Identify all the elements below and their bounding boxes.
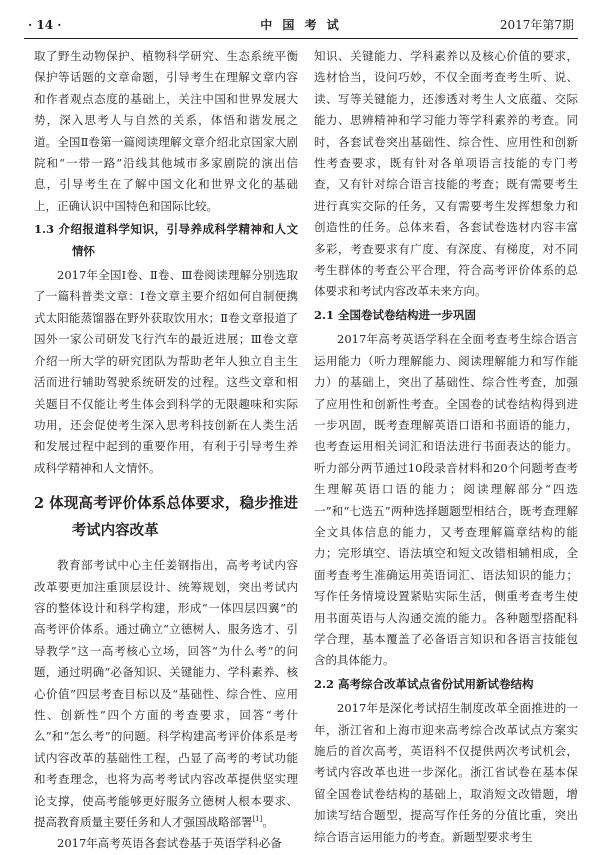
section-heading-2-2: 2.2 高考综合改革试点省份试用新试卷结构 (314, 676, 534, 691)
section-heading-2-1: 2.1 全国卷试卷结构进一步巩固 (314, 307, 477, 322)
paragraph: 2017年全国Ⅰ卷、Ⅱ卷、Ⅲ卷阅读理解分别选取了一篇科普类文章：Ⅰ卷文章主要介绍如何自制便携式太阳能蒸馏器在野外获取饮用水；Ⅱ卷文章报道了国外一家公司研发飞行汽车的最近进展；Ⅲ卷文章介绍一所大学的研究团队为帮助老年人独立自主生活而进行辅助驾驶系统研发的过程。这些文章和相关题目不仅能让考生体会到科学的无限趣味和实际功用，还会促使考生深入思考科技创新在人类生活和发展过程中起到的重要作用，有利于引导考生养成科学精神和人文情怀。 (34, 268, 298, 475)
page-number: · 14 · (28, 18, 62, 32)
paragraph-continued: 取了野生动物保护、植物科学研究、生态系统平衡保护等话题的文章命题，引导考生在理解文章内容和作者观点态度的基础上，关注中国和世界发展大势，深入思考人与自然的关系，体悟和谐发展之道。全国Ⅱ卷第一篇阅读理解文章介绍北京国家大剧院和“一带一路”沿线其他城市多家剧院的演出信息，引导考生在了解中国文化和世界文化的基础上，正确认识中国特色和国际比较。 (34, 49, 298, 213)
right-column (314, 46, 578, 848)
section-heading-1-3: 1.3 介绍报道科学知识，引导养成科学精神和人文情怀 (34, 222, 298, 258)
page-header (24, 16, 578, 39)
left-column (34, 46, 298, 855)
paragraph: 2017年高考英语各套试卷基于英语学科必备 (57, 836, 282, 851)
paragraph-text: 教育部考试中心主任姜钢指出，高考考试内容改革要更加注重顶层设计、统筹规划，突出考试内容的整体设计和科学构建，形成“一体四层四翼”的高考评价体系。通过确立“立德树人、服务选才、引导教学”这一高考核心立场，回答“为什么考”的问题，通过明确“必备知识、关键能力、学科素养、核心价值”四层考查目标以及“基础性、综合性、应用性、创新性”四个方面的考查要求，回答“考什么”和“怎么考”的问题。科学构建高考评价体系是考试内容改革的基础性工程，凸显了高考的考试功能和考查理念，也将为高考考试内容改革提供坚实理论支撑，使高考能够更好服务立德树人根本要求、提高教育质量主要任务和人才强国战略部署 (34, 558, 298, 829)
issue-label: 2017年第7期 (499, 18, 574, 32)
citation: [1] (252, 815, 263, 824)
paragraph (34, 555, 298, 833)
section-heading-2: 2 体现高考评价体系总体要求，稳步推进考试内容改革 (34, 495, 298, 540)
paragraph: 2017年是深化考试招生制度改革全面推进的一年，浙江省和上海市迎来高考综合改革试点方案实施后的首次高考，英语科不仅提供两次考试机会，考试内容改革也进一步深化。浙江省试卷在基本保留全国卷试卷结构的基础上，取消短文改错题，增加读写结合题型，提高写作任务的分值比重，突出综合语言运用能力的考查。新题型要求考生 (314, 701, 578, 844)
paragraph-end: 。 (262, 815, 274, 829)
paragraph: 2017年高考英语学科在全面考查考生综合语言运用能力（听力理解能力、阅读理解能力和写作能力）的基础上，突出了基础性、综合性考查，加强了应用性和创新性考查。全国卷的试卷结构得到进一步巩固，既考查理解英语口语和书面语的能力，也考查运用相关词汇和语法进行书面表达的能力。听力部分两节通过10段录音材料和20个问题考查考生理解英语口语的能力；阅读理解部分“四选一”和“七选五”两种选择题题型相结合，既考查理解全文具体信息的能力，又考查理解篇章结构的能力；完形填空、语法填空和短文改错相辅相成，全面考查考生准确运用英语词汇、语法知识的能力；写作任务情境设置紧贴实际生活，侧重考查考生使用书面英语与人沟通交流的能力。各种题型搭配科学合理，基本覆盖了必备语言知识和各语言技能包含的具体能力。 (314, 332, 578, 668)
paragraph-continued: 知识、关键能力、学科素养以及核心价值的要求，选材恰当，设问巧妙，不仅全面考查考生听、说、读、写等关键能力，还渗透对考生人文底蕴、交际能力、思辨精神和学习能力等学科素养的考查。同时，各套试卷突出基础性、综合性、应用性和创新性考查要求，既有针对各单项语言技能的专门考查，又有针对综合语言技能的考查；既有需要考生进行真实交际的任务，又有需要考生发挥想象力和创造性的任务。总体来看，各套试卷选材内容丰富多彩，考查要求有广度、有深度、有梯度，对不同考生群体的考查公平合理，符合高考评价体系的总体要求和考试内容改革未来方向。 (314, 49, 578, 299)
journal-title: 中 国 考 试 (260, 18, 342, 32)
